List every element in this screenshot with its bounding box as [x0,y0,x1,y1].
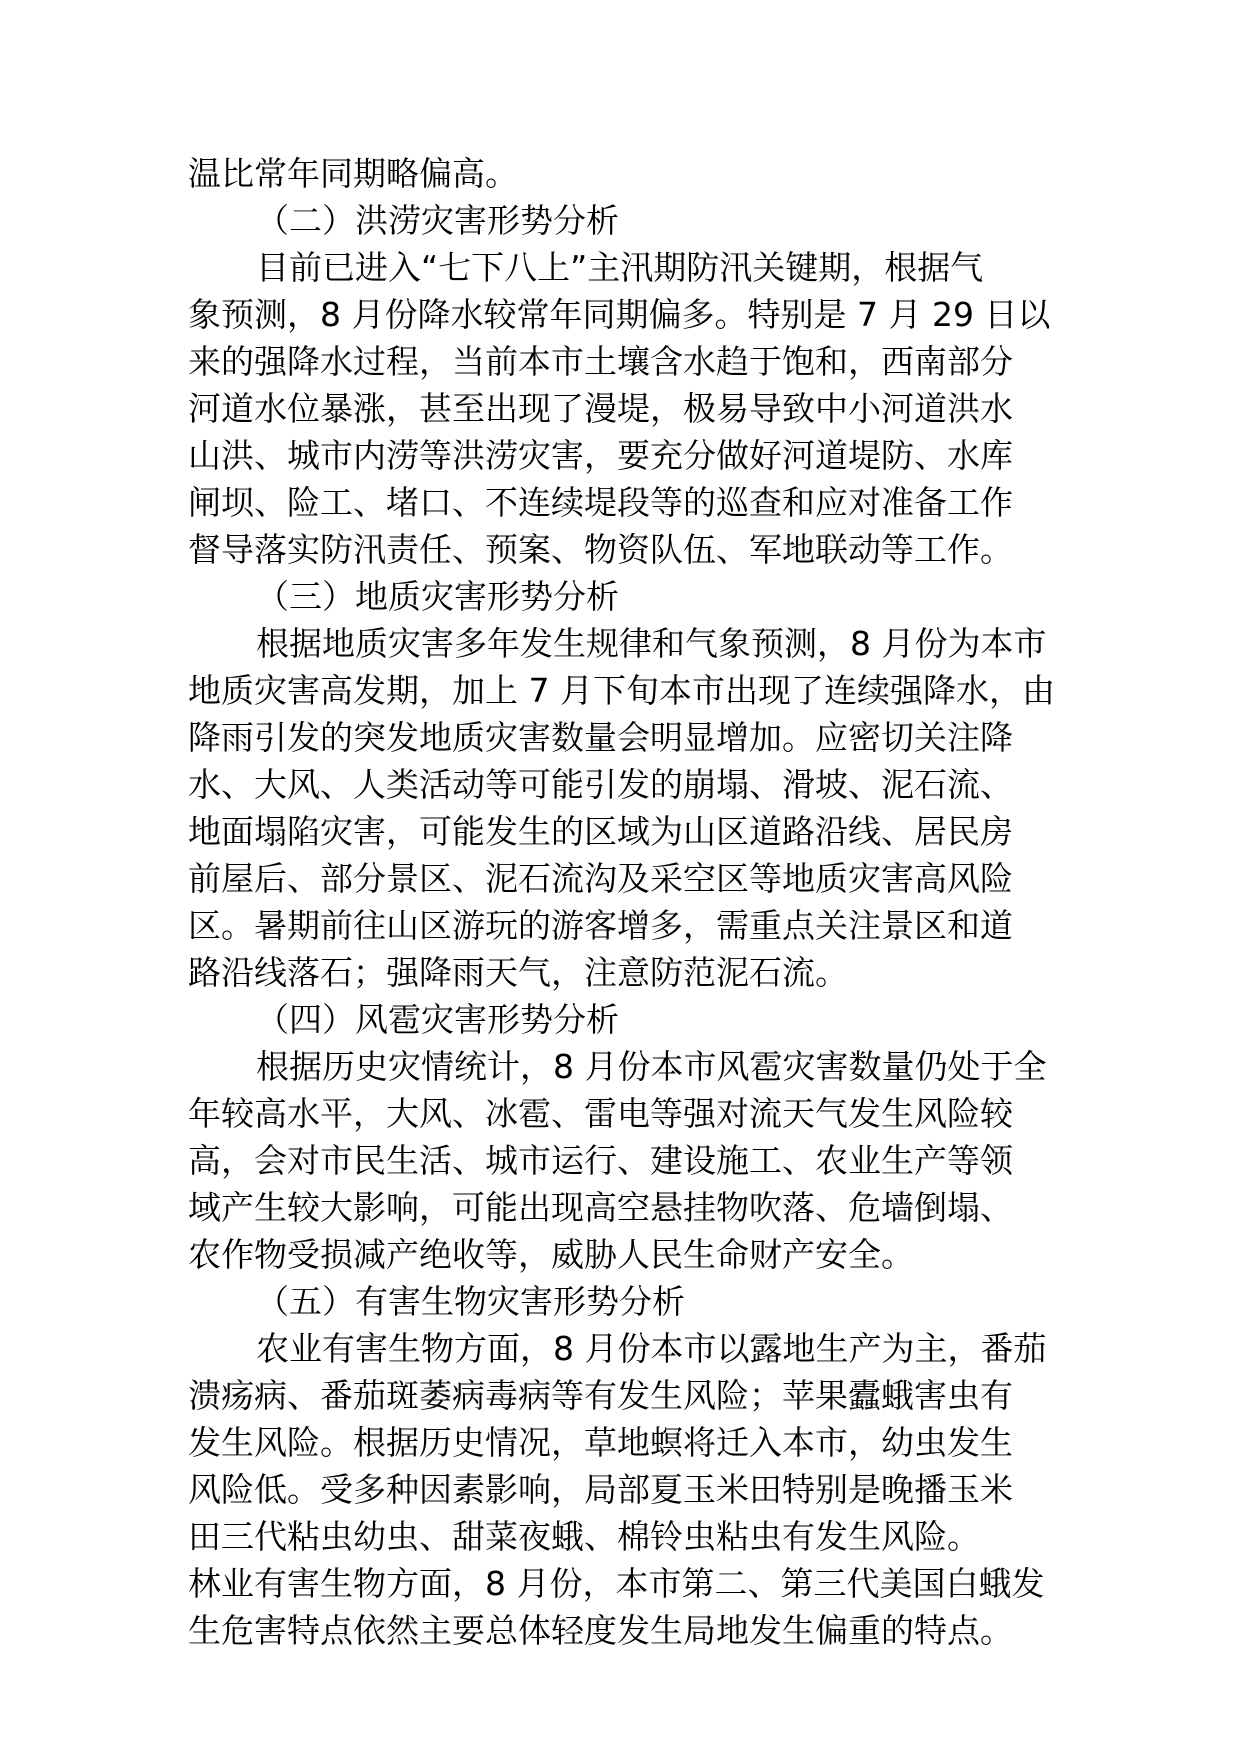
paragraph-line: 生危害特点依然主要总体轻度发生局地发生偏重的特点。 [188,1611,1013,1650]
paragraph-line: 年较高水平，大风、冰雹、雷电等强对流天气发生风险较 [188,1094,1013,1133]
paragraph-line: 田三代粘虫幼虫、甜菜夜蛾、棉铃虫粘虫有发生风险。 [188,1517,980,1556]
section-heading: （四）风雹灾害形势分析 [256,1000,619,1039]
paragraph-line: 溃疡病、番茄斑萎病毒病等有发生风险；苹果蠹蛾害虫有 [188,1376,1013,1415]
section-heading: （五）有害生物灾害形势分析 [256,1282,685,1321]
paragraph-line: 风险低。受多种因素影响，局部夏玉米田特别是晚播玉米 [188,1470,1013,1509]
paragraph-line: 降雨引发的突发地质灾害数量会明显增加。应密切关注降 [188,718,1013,757]
paragraph-line: 根据地质灾害多年发生规律和气象预测，8 月份为本市 [256,624,1047,663]
paragraph-line: 来的强降水过程，当前本市土壤含水趋于饱和，西南部分 [188,342,1013,381]
paragraph-line: 根据历史灾情统计，8 月份本市风雹灾害数量仍处于全 [256,1047,1047,1086]
paragraph-line: 目前已进入“七下八上”主汛期防汛关键期，根据气 [256,248,984,287]
paragraph-line: 象预测，8 月份降水较常年同期偏多。特别是 7 月 29 日以 [188,295,1051,334]
paragraph-line: 路沿线落石；强降雨天气，注意防范泥石流。 [188,953,848,992]
paragraph-line: 前屋后、部分景区、泥石流沟及采空区等地质灾害高风险 [188,859,1013,898]
paragraph-line: 督导落实防汛责任、预案、物资队伍、军地联动等工作。 [188,530,1013,569]
paragraph-line: 山洪、城市内涝等洪涝灾害，要充分做好河道堤防、水库 [188,436,1013,475]
paragraph-line: 闸坝、险工、堵口、不连续堤段等的巡查和应对准备工作 [188,483,1013,522]
paragraph-line: 地面塌陷灾害，可能发生的区域为山区道路沿线、居民房 [188,812,1013,851]
paragraph-line: 河道水位暴涨，甚至出现了漫堤，极易导致中小河道洪水 [188,389,1013,428]
paragraph-line: 区。暑期前往山区游玩的游客增多，需重点关注景区和道 [188,906,1013,945]
section-heading: （三）地质灾害形势分析 [256,577,619,616]
paragraph-line: 域产生较大影响，可能出现高空悬挂物吹落、危墙倒塌、 [188,1188,1013,1227]
paragraph-line: 温比常年同期略偏高。 [188,154,518,193]
section-heading: （二）洪涝灾害形势分析 [256,201,619,240]
paragraph-line: 发生风险。根据历史情况，草地螟将迁入本市，幼虫发生 [188,1423,1013,1462]
paragraph-line: 农业有害生物方面，8 月份本市以露地生产为主，番茄 [256,1329,1047,1368]
paragraph-line: 林业有害生物方面，8 月份，本市第二、第三代美国白蛾发 [188,1564,1045,1603]
paragraph-line: 地质灾害高发期，加上 7 月下旬本市出现了连续强降水，由 [188,671,1055,710]
document-page [188,150,1058,1654]
paragraph-line: 水、大风、人类活动等可能引发的崩塌、滑坡、泥石流、 [188,765,1013,804]
paragraph-line: 高，会对市民生活、城市运行、建设施工、农业生产等领 [188,1141,1013,1180]
paragraph-line: 农作物受损减产绝收等，威胁人民生命财产安全。 [188,1235,914,1274]
